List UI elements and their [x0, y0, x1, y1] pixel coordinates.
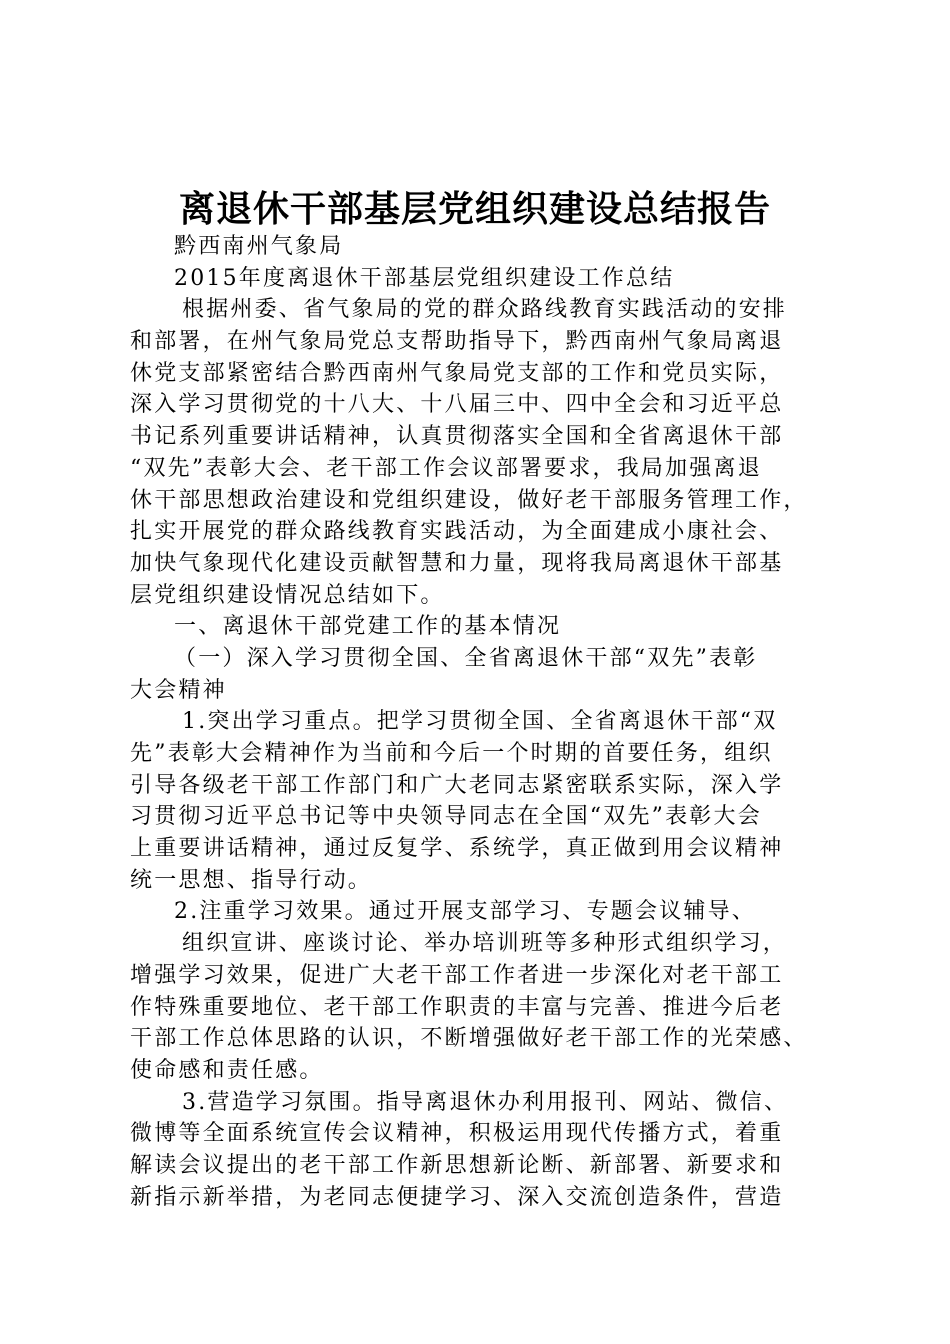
body-line: 大会精神 [130, 677, 227, 703]
body-line: 加快气象现代化建设贡献智慧和力量，现将我局离退休干部基 [130, 550, 784, 576]
body-line: 层党组织建设情况总结如下。 [130, 582, 445, 608]
body-line: 增强学习效果，促进广大老干部工作者进一步深化对老干部工 [130, 962, 784, 988]
body-line: 2015年度离退休干部基层党组织建设工作总结 [174, 265, 675, 291]
body-line: 深入学习贯彻党的十八大、十八届三中、四中全会和习近平总 [130, 392, 784, 418]
body-line: 统一思想、指导行动。 [130, 867, 373, 893]
body-line: 微博等全面系统宣传会议精神，积极运用现代传播方式，着重 [130, 1121, 784, 1147]
body-line: 休干部思想政治建设和党组织建设，做好老干部服务管理工作， [130, 487, 808, 513]
body-line: 1.突出学习重点。把学习贯彻全国、全省离退休干部“双 [182, 709, 778, 735]
body-line: 使命感和责任感。 [130, 1057, 324, 1083]
body-line: 新指示新举措，为老同志便捷学习、深入交流创造条件，营造 [130, 1184, 784, 1210]
body-line: （一）深入学习贯彻全国、全省离退休干部“双先”表彰 [174, 645, 758, 671]
body-line: 黔西南州气象局 [174, 234, 344, 259]
body-line: 3.营造学习氛围。指导离退休办利用报刊、网站、微信、 [182, 1089, 789, 1115]
document-title: 离退休干部基层党组织建设总结报告 [178, 189, 771, 230]
body-line: 一、离退休干部党建工作的基本情况 [174, 614, 562, 640]
body-line: 和部署，在州气象局党总支帮助指导下，黔西南州气象局离退 [130, 329, 784, 355]
document-body [130, 231, 830, 1213]
body-line: 组织宣讲、座谈讨论、举办培训班等多种形式组织学习， [182, 931, 788, 957]
body-line: 休党支部紧密结合黔西南州气象局党支部的工作和党员实际， [130, 360, 784, 386]
body-line: 扎实开展党的群众路线教育实践活动，为全面建成小康社会、 [130, 519, 784, 545]
body-line: 根据州委、省气象局的党的群众路线教育实践活动的安排 [182, 297, 788, 323]
body-line: “双先”表彰大会、老干部工作会议部署要求，我局加强离退 [130, 455, 762, 481]
body-line: 习贯彻习近平总书记等中央领导同志在全国“双先”表彰大会 [130, 804, 762, 830]
body-line: 引导各级老干部工作部门和广大老同志紧密联系实际，深入学 [130, 772, 784, 798]
body-line: 上重要讲话精神，通过反复学、系统学，真正做到用会议精神 [130, 836, 784, 862]
body-line: 2.注重学习效果。通过开展支部学习、专题会议辅导、 [174, 899, 756, 925]
body-line: 书记系列重要讲话精神，认真贯彻落实全国和全省离退休干部 [130, 424, 784, 450]
body-line: 干部工作总体思路的认识，不断增强做好老干部工作的光荣感、 [130, 1026, 808, 1052]
body-line: 先”表彰大会精神作为当前和今后一个时期的首要任务，组织 [130, 741, 773, 766]
body-line: 解读会议提出的老干部工作新思想新论断、新部署、新要求和 [130, 1152, 784, 1178]
body-line: 作特殊重要地位、老干部工作职责的丰富与完善、推进今后老 [130, 994, 784, 1020]
